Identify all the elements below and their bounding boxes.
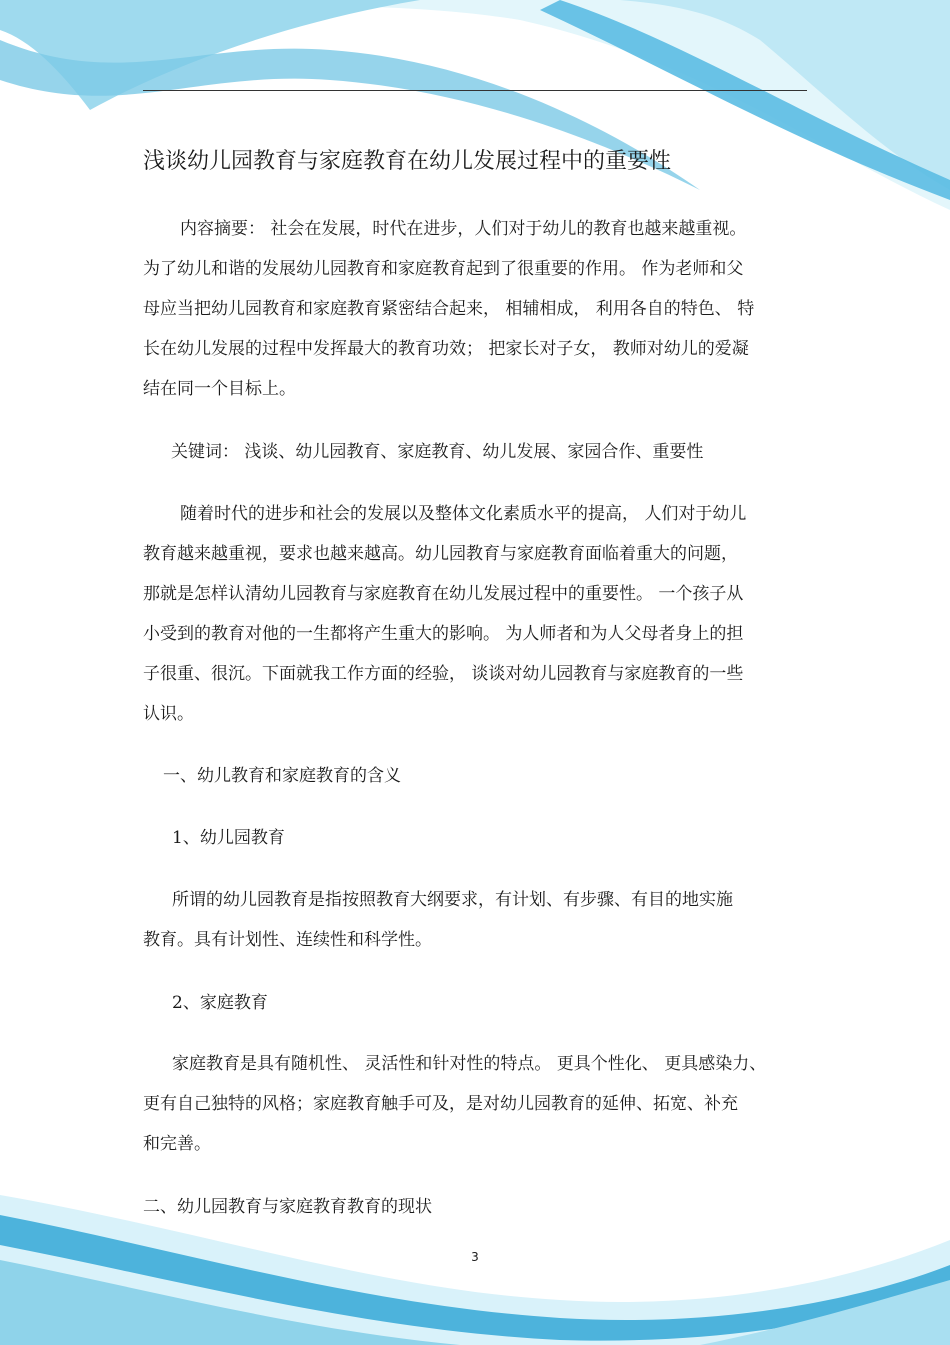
page-number: 3 (471, 1250, 479, 1264)
subsection-2-paragraph (143, 1044, 807, 1164)
subsection-1-paragraph (143, 880, 807, 960)
subsection-2-heading: 2、家庭教育 (172, 993, 268, 1013)
intro-line: 子很重、很沉。下面就我工作方面的经验， 谈谈对幼儿园教育与家庭教育的一些 (143, 664, 744, 684)
abstract-line: 结在同一个目标上。 (143, 379, 296, 399)
abstract-line: 内容摘要： 社会在发展，时代在进步，人们对于幼儿的教育也越来越重视。 (180, 219, 747, 239)
section-2-heading: 二、幼儿园教育与家庭教育教育的现状 (143, 1197, 432, 1217)
section-1-heading: 一、幼儿教育和家庭教育的含义 (163, 766, 401, 786)
abstract-line: 长在幼儿发展的过程中发挥最大的教育功效； 把家长对子女， 教师对幼儿的爱凝 (143, 339, 749, 359)
subsection-1-line: 教育。具有计划性、连续性和科学性。 (143, 930, 432, 950)
header-rule (143, 90, 807, 91)
subsection-2-line: 更有自己独特的风格；家庭教育触手可及，是对幼儿园教育的延伸、拓宽、补充 (143, 1094, 738, 1114)
abstract-paragraph (143, 209, 807, 409)
document-title: 浅谈幼儿园教育与家庭教育在幼儿发展过程中的重要性 (143, 149, 672, 174)
intro-line: 认识。 (143, 704, 194, 724)
subsection-2-line: 和完善。 (143, 1134, 211, 1154)
subsection-1-line: 所谓的幼儿园教育是指按照教育大纲要求，有计划、有步骤、有目的地实施 (172, 890, 733, 910)
intro-line: 小受到的教育对他的一生都将产生重大的影响。 为人师者和为人父母者身上的担 (143, 624, 744, 644)
intro-line: 随着时代的进步和社会的发展以及整体文化素质水平的提高， 人们对于幼儿 (180, 504, 747, 524)
abstract-line: 为了幼儿和谐的发展幼儿园教育和家庭教育起到了很重要的作用。 作为老师和父 (143, 259, 744, 279)
intro-line: 教育越来越重视，要求也越来越高。幼儿园教育与家庭教育面临着重大的问题， (143, 544, 738, 564)
subsection-1-heading: 1、幼儿园教育 (172, 828, 285, 848)
keywords: 关键词： 浅谈、幼儿园教育、家庭教育、幼儿发展、家园合作、重要性 (171, 442, 704, 462)
abstract-line: 母应当把幼儿园教育和家庭教育紧密结合起来， 相辅相成， 利用各自的特色、 特 (143, 299, 755, 319)
intro-line: 那就是怎样认清幼儿园教育与家庭教育在幼儿发展过程中的重要性。 一个孩子从 (143, 584, 744, 604)
subsection-2-line: 家庭教育是具有随机性、 灵活性和针对性的特点。 更具个性化、 更具感染力、 (172, 1054, 767, 1074)
intro-paragraph (143, 494, 807, 734)
